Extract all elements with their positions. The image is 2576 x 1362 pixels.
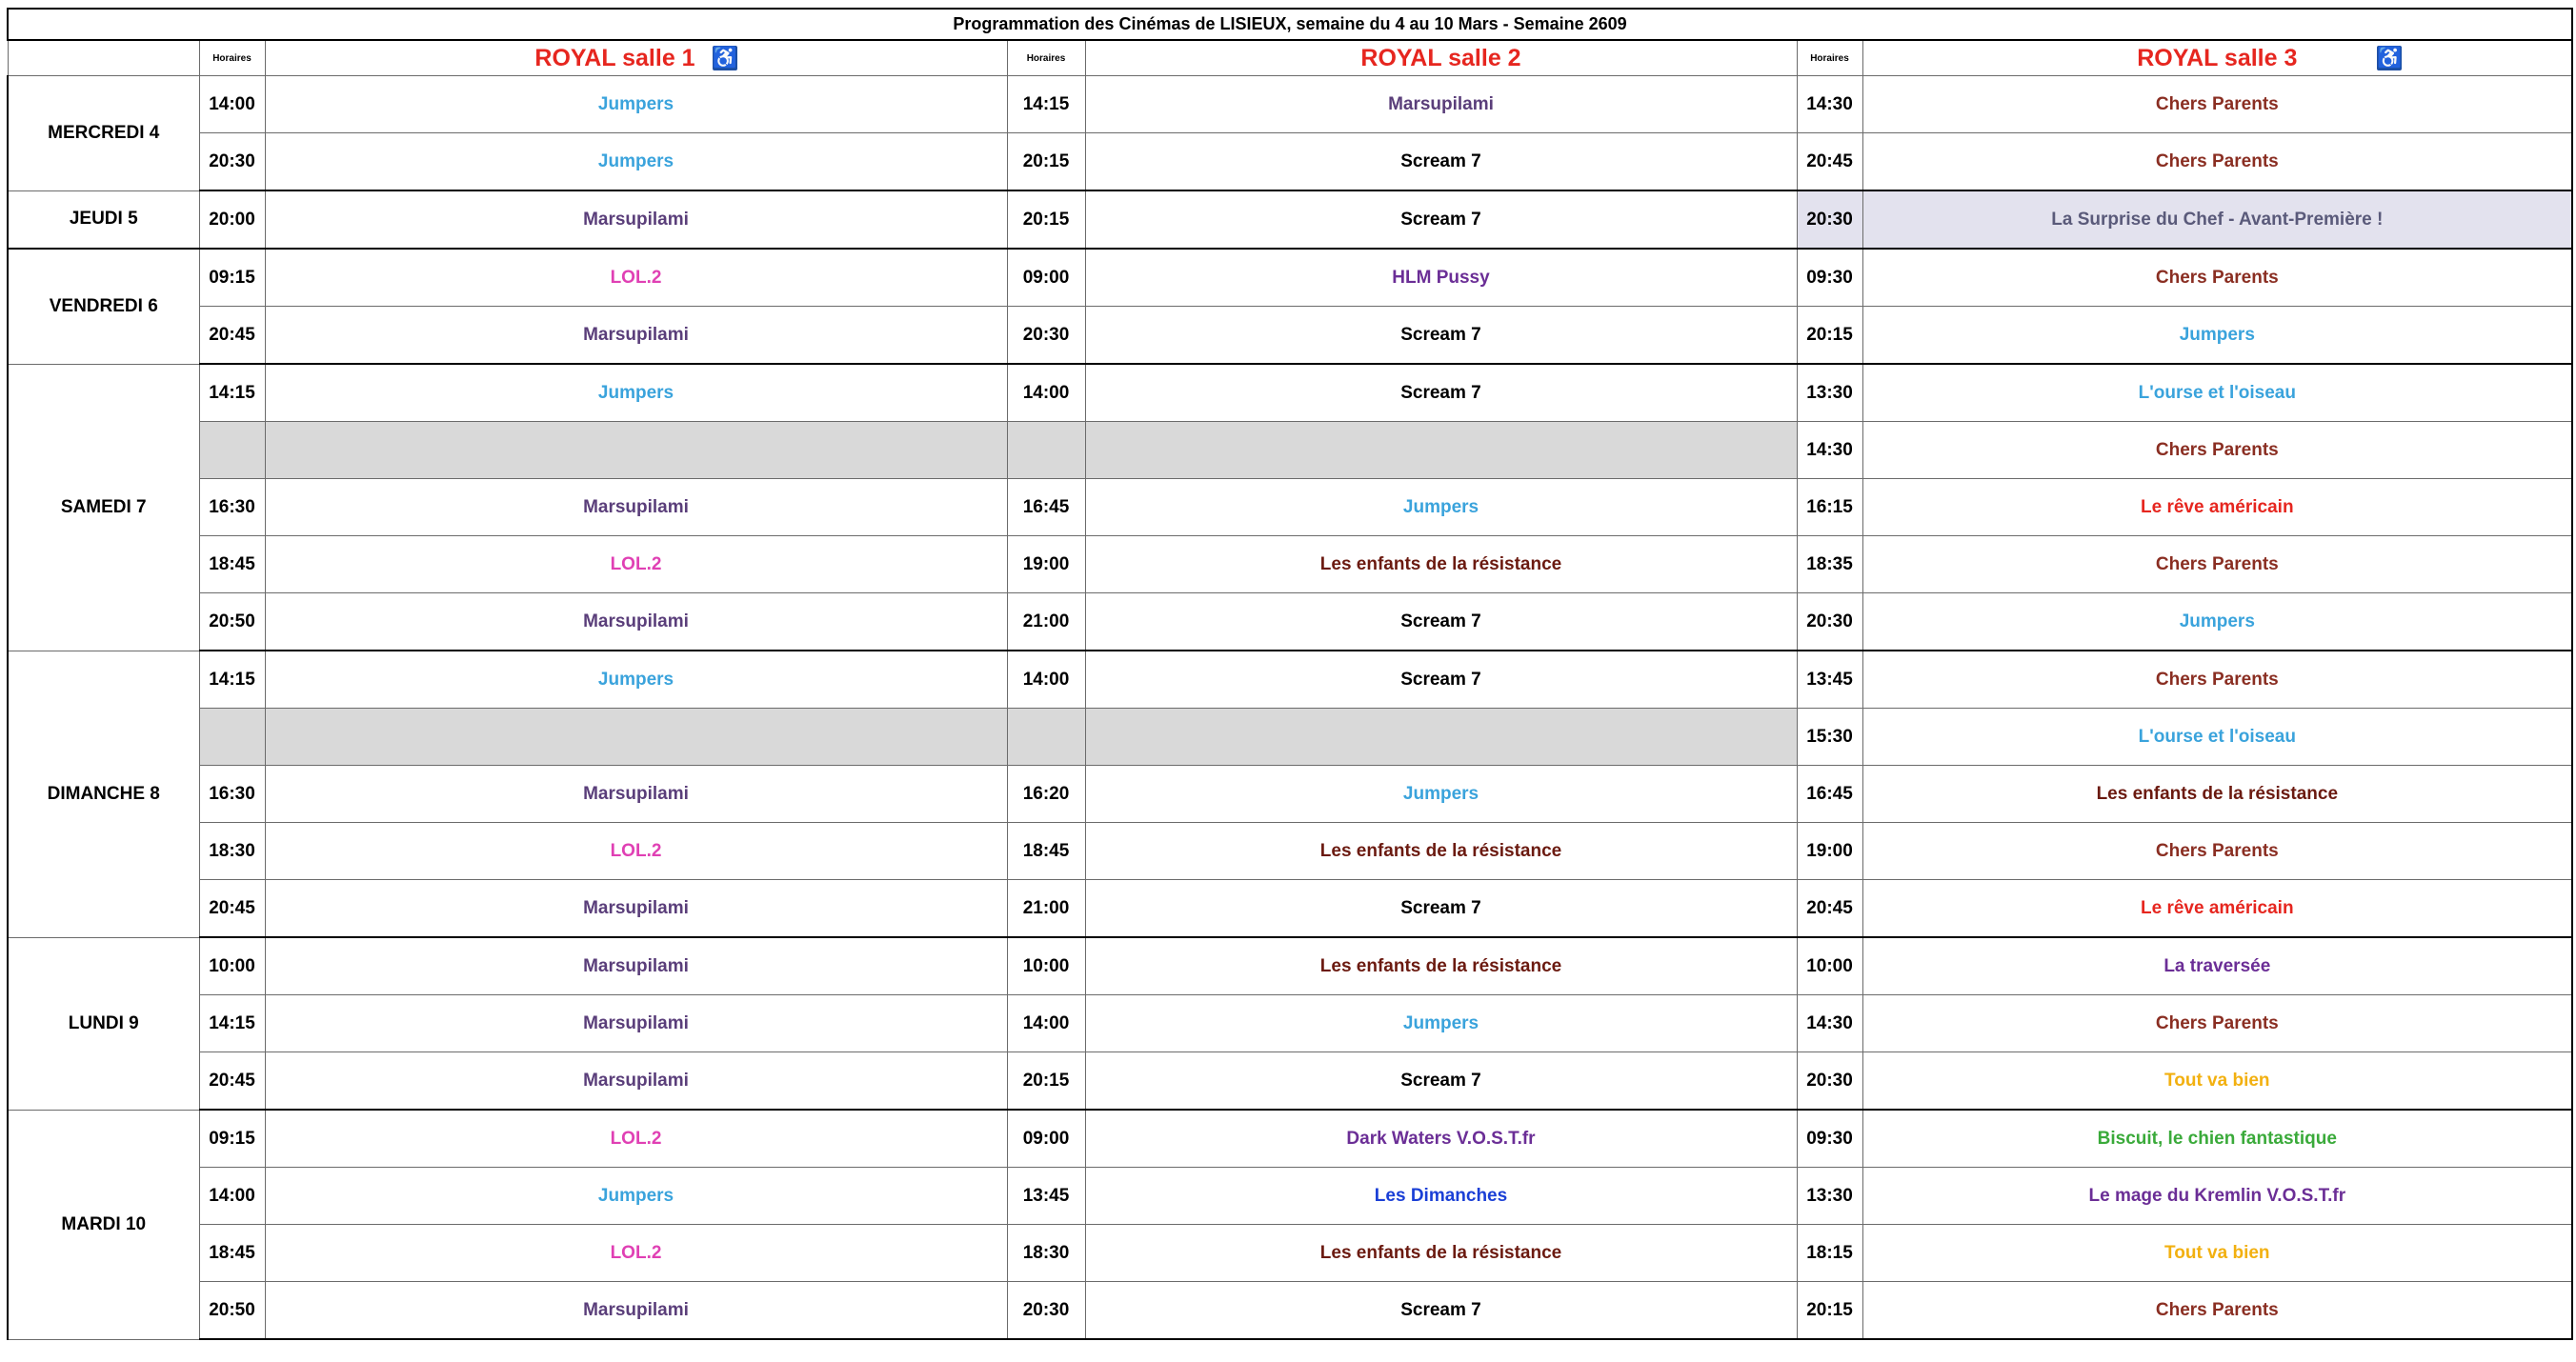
film-title: Chers Parents (1862, 995, 2572, 1052)
showtime-time: 16:45 (1007, 479, 1085, 536)
film-title: Chers Parents (1862, 536, 2572, 593)
showtime-time: 20:30 (1007, 307, 1085, 365)
showtime-time: 13:45 (1007, 1168, 1085, 1225)
hall-3-header (1862, 40, 2572, 76)
showtime-time: 09:15 (199, 249, 265, 307)
film-title: LOL.2 (265, 1110, 1007, 1168)
schedule-row (8, 1168, 2572, 1225)
film-title: Tout va bien (1862, 1052, 2572, 1111)
showtime-time: 14:15 (1007, 76, 1085, 133)
showtime-time: 18:30 (1007, 1225, 1085, 1282)
day-label: SAMEDI 7 (8, 364, 199, 651)
schedule-row (8, 422, 2572, 479)
film-title: Dark Waters V.O.S.T.fr (1085, 1110, 1797, 1168)
film-title: LOL.2 (265, 536, 1007, 593)
film-title: Chers Parents (1862, 1282, 2572, 1340)
schedule-row (8, 593, 2572, 651)
showtime-time: 10:00 (1797, 937, 1862, 995)
film-title: Jumpers (265, 76, 1007, 133)
schedule-row (8, 937, 2572, 995)
showtime-time: 09:30 (1797, 249, 1862, 307)
film-title: Les enfants de la résistance (1085, 536, 1797, 593)
showtime-time: 20:45 (199, 880, 265, 938)
film-title: La traversée (1862, 937, 2572, 995)
showtime-time: 20:50 (199, 593, 265, 651)
film-title: Chers Parents (1862, 133, 2572, 191)
film-title: Chers Parents (1862, 651, 2572, 709)
showtime-time: 20:30 (1007, 1282, 1085, 1340)
showtime-time: 20:15 (1007, 190, 1085, 249)
film-title: L'ourse et l'oiseau (1862, 364, 2572, 422)
horaires-label-2: Horaires (1007, 40, 1085, 76)
showtime-time: 14:15 (199, 364, 265, 422)
showtime-time: 20:45 (1797, 880, 1862, 938)
schedule-row (8, 76, 2572, 133)
film-title (1085, 422, 1797, 479)
showtime-time: 16:30 (199, 479, 265, 536)
film-title: Jumpers (1862, 307, 2572, 365)
hall-1-title: ROYAL salle 1 (534, 44, 695, 71)
film-title: Marsupilami (265, 995, 1007, 1052)
showtime-time: 09:00 (1007, 1110, 1085, 1168)
showtime-time: 20:15 (1797, 1282, 1862, 1340)
day-label: LUNDI 9 (8, 937, 199, 1110)
schedule-row (8, 249, 2572, 307)
film-title: Jumpers (265, 651, 1007, 709)
showtime-time: 09:15 (199, 1110, 265, 1168)
schedule-row (8, 364, 2572, 422)
showtime-time: 18:15 (1797, 1225, 1862, 1282)
schedule-row (8, 1110, 2572, 1168)
film-title: Les enfants de la résistance (1085, 823, 1797, 880)
showtime-time: 10:00 (1007, 937, 1085, 995)
showtime-time: 10:00 (199, 937, 265, 995)
horaires-label-1: Horaires (199, 40, 265, 76)
showtime-time: 21:00 (1007, 593, 1085, 651)
film-title: Chers Parents (1862, 76, 2572, 133)
showtime-time: 20:45 (199, 1052, 265, 1111)
showtime-time: 20:15 (1797, 307, 1862, 365)
showtime-time: 14:15 (199, 651, 265, 709)
showtime-time: 14:30 (1797, 422, 1862, 479)
showtime-time: 20:30 (1797, 190, 1862, 249)
film-title: Les enfants de la résistance (1085, 1225, 1797, 1282)
schedule-sheet (7, 8, 2571, 1340)
film-title (1085, 709, 1797, 766)
film-title: Le rêve américain (1862, 479, 2572, 536)
showtime-time: 18:35 (1797, 536, 1862, 593)
film-title: Jumpers (1862, 593, 2572, 651)
schedule-row (8, 651, 2572, 709)
showtime-time: 19:00 (1007, 536, 1085, 593)
showtime-time: 13:30 (1797, 1168, 1862, 1225)
showtime-time: 20:15 (1007, 133, 1085, 191)
day-label: VENDREDI 6 (8, 249, 199, 364)
film-title: Jumpers (265, 364, 1007, 422)
film-title: Jumpers (1085, 995, 1797, 1052)
showtime-time: 14:30 (1797, 76, 1862, 133)
showtime-time: 16:15 (1797, 479, 1862, 536)
film-title: Les Dimanches (1085, 1168, 1797, 1225)
schedule-row (8, 133, 2572, 191)
schedule-row (8, 995, 2572, 1052)
film-title: Scream 7 (1085, 593, 1797, 651)
header-empty-cell (8, 40, 199, 76)
film-title: Scream 7 (1085, 880, 1797, 938)
film-title: HLM Pussy (1085, 249, 1797, 307)
film-title: Les enfants de la résistance (1862, 766, 2572, 823)
film-title: Marsupilami (265, 479, 1007, 536)
showtime-time: 20:30 (1797, 1052, 1862, 1111)
film-title: Jumpers (1085, 766, 1797, 823)
showtime-time: 20:30 (1797, 593, 1862, 651)
film-title: Scream 7 (1085, 133, 1797, 191)
film-title: Jumpers (265, 1168, 1007, 1225)
schedule-row (8, 1052, 2572, 1111)
showtime-time: 14:15 (199, 995, 265, 1052)
film-title: Le rêve américain (1862, 880, 2572, 938)
film-title: Le mage du Kremlin V.O.S.T.fr (1862, 1168, 2572, 1225)
showtime-time: 18:30 (199, 823, 265, 880)
schedule-table (7, 8, 2573, 1340)
showtime-time: 09:30 (1797, 1110, 1862, 1168)
film-title (265, 422, 1007, 479)
film-title: Marsupilami (265, 766, 1007, 823)
showtime-time: 18:45 (199, 536, 265, 593)
film-title: LOL.2 (265, 249, 1007, 307)
schedule-row (8, 536, 2572, 593)
showtime-time: 21:00 (1007, 880, 1085, 938)
schedule-row (8, 1282, 2572, 1340)
schedule-row (8, 479, 2572, 536)
film-title: Chers Parents (1862, 249, 2572, 307)
showtime-time: 13:45 (1797, 651, 1862, 709)
day-label: MARDI 10 (8, 1110, 199, 1339)
film-title: Marsupilami (265, 880, 1007, 938)
schedule-row (8, 307, 2572, 365)
film-title: Marsupilami (265, 1282, 1007, 1340)
schedule-row (8, 1225, 2572, 1282)
film-title: La Surprise du Chef - Avant-Première ! (1862, 190, 2572, 249)
showtime-time: 14:00 (1007, 995, 1085, 1052)
schedule-row (8, 766, 2572, 823)
hall-3-title: ROYAL salle 3 (2137, 44, 2298, 71)
showtime-time: 20:15 (1007, 1052, 1085, 1111)
showtime-time (199, 709, 265, 766)
film-title: L'ourse et l'oiseau (1862, 709, 2572, 766)
showtime-time: 16:20 (1007, 766, 1085, 823)
day-label: DIMANCHE 8 (8, 651, 199, 937)
showtime-time: 13:30 (1797, 364, 1862, 422)
film-title: Chers Parents (1862, 823, 2572, 880)
horaires-label-3: Horaires (1797, 40, 1862, 76)
showtime-time (199, 422, 265, 479)
film-title (265, 709, 1007, 766)
showtime-time: 20:30 (199, 133, 265, 191)
film-title: Jumpers (265, 133, 1007, 191)
showtime-time: 19:00 (1797, 823, 1862, 880)
film-title: Biscuit, le chien fantastique (1862, 1110, 2572, 1168)
film-title: Jumpers (1085, 479, 1797, 536)
hall-1-header (265, 40, 1007, 76)
wheelchair-icon: ♿ (2377, 46, 2404, 70)
schedule-row (8, 190, 2572, 249)
showtime-time: 15:30 (1797, 709, 1862, 766)
wheelchair-icon: ♿ (712, 46, 738, 70)
film-title: Chers Parents (1862, 422, 2572, 479)
showtime-time (1007, 709, 1085, 766)
schedule-row (8, 880, 2572, 938)
film-title: Les enfants de la résistance (1085, 937, 1797, 995)
film-title: Scream 7 (1085, 651, 1797, 709)
film-title: Scream 7 (1085, 1282, 1797, 1340)
film-title: Marsupilami (265, 593, 1007, 651)
film-title: Marsupilami (265, 937, 1007, 995)
film-title: LOL.2 (265, 823, 1007, 880)
film-title: Scream 7 (1085, 364, 1797, 422)
film-title: LOL.2 (265, 1225, 1007, 1282)
showtime-time: 18:45 (199, 1225, 265, 1282)
day-label: JEUDI 5 (8, 190, 199, 249)
showtime-time: 14:00 (1007, 364, 1085, 422)
showtime-time: 14:00 (199, 76, 265, 133)
hall-2-title: ROYAL salle 2 (1360, 44, 1521, 71)
film-title: Marsupilami (265, 1052, 1007, 1111)
film-title: Scream 7 (1085, 307, 1797, 365)
hall-2-header (1085, 40, 1797, 76)
showtime-time: 16:45 (1797, 766, 1862, 823)
showtime-time (1007, 422, 1085, 479)
film-title: Marsupilami (1085, 76, 1797, 133)
film-title: Marsupilami (265, 190, 1007, 249)
day-label: MERCREDI 4 (8, 76, 199, 191)
showtime-time: 20:45 (199, 307, 265, 365)
schedule-row (8, 823, 2572, 880)
showtime-time: 20:00 (199, 190, 265, 249)
film-title: Marsupilami (265, 307, 1007, 365)
schedule-title: Programmation des Cinémas de LISIEUX, semaine du 4 au 10 Mars - Semaine 2609 (8, 9, 2572, 40)
showtime-time: 20:50 (199, 1282, 265, 1340)
showtime-time: 09:00 (1007, 249, 1085, 307)
showtime-time: 16:30 (199, 766, 265, 823)
showtime-time: 14:30 (1797, 995, 1862, 1052)
title-row (8, 9, 2572, 40)
film-title: Tout va bien (1862, 1225, 2572, 1282)
film-title: Scream 7 (1085, 190, 1797, 249)
schedule-row (8, 709, 2572, 766)
showtime-time: 14:00 (1007, 651, 1085, 709)
showtime-time: 18:45 (1007, 823, 1085, 880)
header-row (8, 40, 2572, 76)
film-title: Scream 7 (1085, 1052, 1797, 1111)
showtime-time: 14:00 (199, 1168, 265, 1225)
showtime-time: 20:45 (1797, 133, 1862, 191)
